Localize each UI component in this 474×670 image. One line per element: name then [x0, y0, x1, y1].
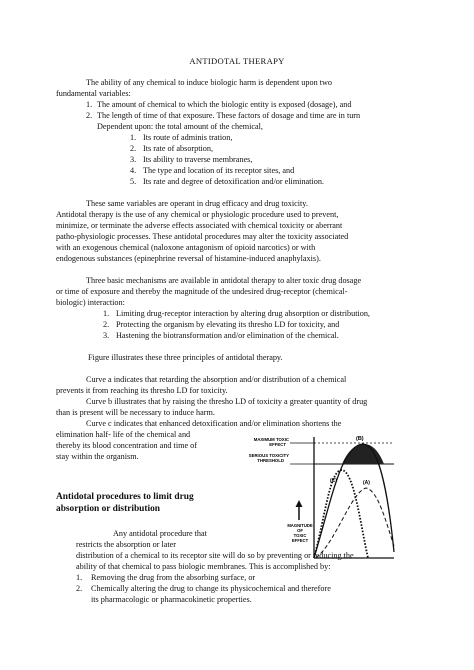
curves-line: prevents it from reaching its thresho LD for toxicity.	[56, 386, 228, 395]
section-line: distribution of a chemical to its receptor site will do so by preventing or reducing the	[76, 551, 354, 560]
subitem: The type and location of its receptor sites, and	[143, 166, 295, 175]
para3-item: Limiting drug-receptor interaction by altering drug absorption or distribution,	[116, 309, 370, 318]
subitem: Its ability to traverse membranes,	[143, 155, 253, 164]
curve-c	[314, 470, 368, 558]
section-item: Chemically altering the drug to change its physicochemical and therefore	[91, 584, 331, 593]
para1-line: fundamental variables:	[56, 89, 131, 98]
subitem: Its rate and degree of detoxification and/or elimination.	[143, 177, 324, 186]
antidotal-therapy-figure	[246, 432, 396, 566]
dependent-line: Dependent upon: the total amount of the chemical,	[97, 122, 263, 131]
subitem-num: 5.	[130, 177, 137, 186]
curves-line: Curve c indicates that enhanced detoxification and/or elimination shortens the	[86, 419, 342, 428]
para3-item-num: 1.	[103, 309, 110, 318]
section-item-num: 2.	[76, 584, 83, 593]
label-curve-b: (B)	[356, 436, 364, 442]
curves-line: thereby its blood concentration and time of	[56, 441, 197, 450]
para1-line: The ability of any chemical to induce biologic harm is dependent upon two	[86, 78, 333, 87]
para1-item: The amount of chemical to which the biologic entity is exposed (dosage), and	[97, 100, 352, 109]
subitem-num: 2.	[130, 144, 137, 153]
label-magnitude: EFFECT	[291, 538, 309, 543]
label-max-toxic: MAXIMUM TOXIC	[253, 437, 289, 442]
subitem-num: 1.	[130, 133, 137, 142]
label-magnitude: OF	[297, 528, 303, 533]
para1-item: The length of time of that exposure. These factors of dosage and time are in turn	[97, 111, 361, 120]
label-curve-c: (C)	[330, 478, 337, 484]
section-line: Any antidotal procedure that	[113, 529, 207, 538]
document-title: ANTIDOTAL THERAPY	[189, 56, 285, 66]
label-curve-a: (A)	[363, 480, 370, 486]
section-item: Removing the drug from the absorbing surface, or	[91, 573, 256, 582]
para3-item-num: 2.	[103, 320, 110, 329]
subitem-num: 3.	[130, 155, 137, 164]
para3-line: or time of exposure and thereby the magnitude of the undesired drug-receptor (chemical-	[56, 287, 348, 296]
label-serious: THRESHOLD	[257, 458, 284, 463]
section-line: ability of that chemical to pass biologic membranes. This is accomplished by:	[76, 562, 331, 571]
label-magnitude: TOXIC	[293, 533, 307, 538]
para1-item-num: 1.	[86, 100, 93, 109]
section-item-num: 1.	[76, 573, 83, 582]
label-max-toxic: EFFECT	[269, 442, 286, 447]
curves-line: Curve b illustrates that by raising the thresho LD of toxicity a greater quantity of drug	[86, 397, 368, 406]
para2-line: patho-physiologic processes. These antidotal procedures may alter the toxicity associated	[56, 232, 349, 241]
section-line: its pharmacologic or pharmacokinetic properties.	[91, 595, 252, 604]
para2-line: Antidotal therapy is the use of any chemical or physiologic procedure used to prevent,	[56, 210, 339, 219]
section-line: restricts the absorption or later	[76, 540, 177, 549]
para3-line: Three basic mechanisms are available in antidotal therapy to alter toxic drug dosage	[86, 276, 362, 285]
figure-reference: Figure illustrates these three principles of antidotal therapy.	[88, 353, 283, 362]
section-heading: absorption or distribution	[56, 504, 161, 514]
label-serious: SERIOUS TOXICITY	[248, 453, 289, 458]
para2-line: endogenous substances (epinephrine reversal of histamine-induced anaphylaxis).	[56, 254, 321, 263]
subitem-num: 4.	[130, 166, 137, 175]
curves-line: than is present will be necessary to induce harm.	[56, 408, 215, 417]
para3-item-num: 3.	[103, 331, 110, 340]
subitem: Its route of adminis tration,	[143, 133, 233, 142]
label-magnitude: MAGNITUDE	[287, 523, 313, 528]
subitem: Its rate of absorption,	[143, 144, 214, 153]
para3-line: biologic) interaction:	[56, 298, 125, 307]
para3-item: Protecting the organism by elevating its thresho LD for toxicity, and	[116, 320, 340, 329]
para3-item: Hastening the biotransformation and/or elimination of the chemical.	[116, 331, 339, 340]
curves-line: elimination half- life of the chemical and	[56, 430, 191, 439]
para2-line: minimize, or terminate the adverse effects associated with chemical toxicity or aberrant	[56, 221, 343, 230]
curves-line: Curve a indicates that retarding the absorption and/or distribution of a chemical	[86, 375, 347, 384]
para2-line: with an exogenous chemical (naloxone antagonism of opioid narcotics) or with	[56, 243, 316, 252]
para2-line: These same variables are operant in drug efficacy and drug toxicity.	[86, 199, 308, 208]
curves-line: stay within the organism.	[56, 452, 139, 461]
para1-item-num: 2.	[86, 111, 93, 120]
section-heading: Antidotal procedures to limit drug	[56, 492, 194, 502]
